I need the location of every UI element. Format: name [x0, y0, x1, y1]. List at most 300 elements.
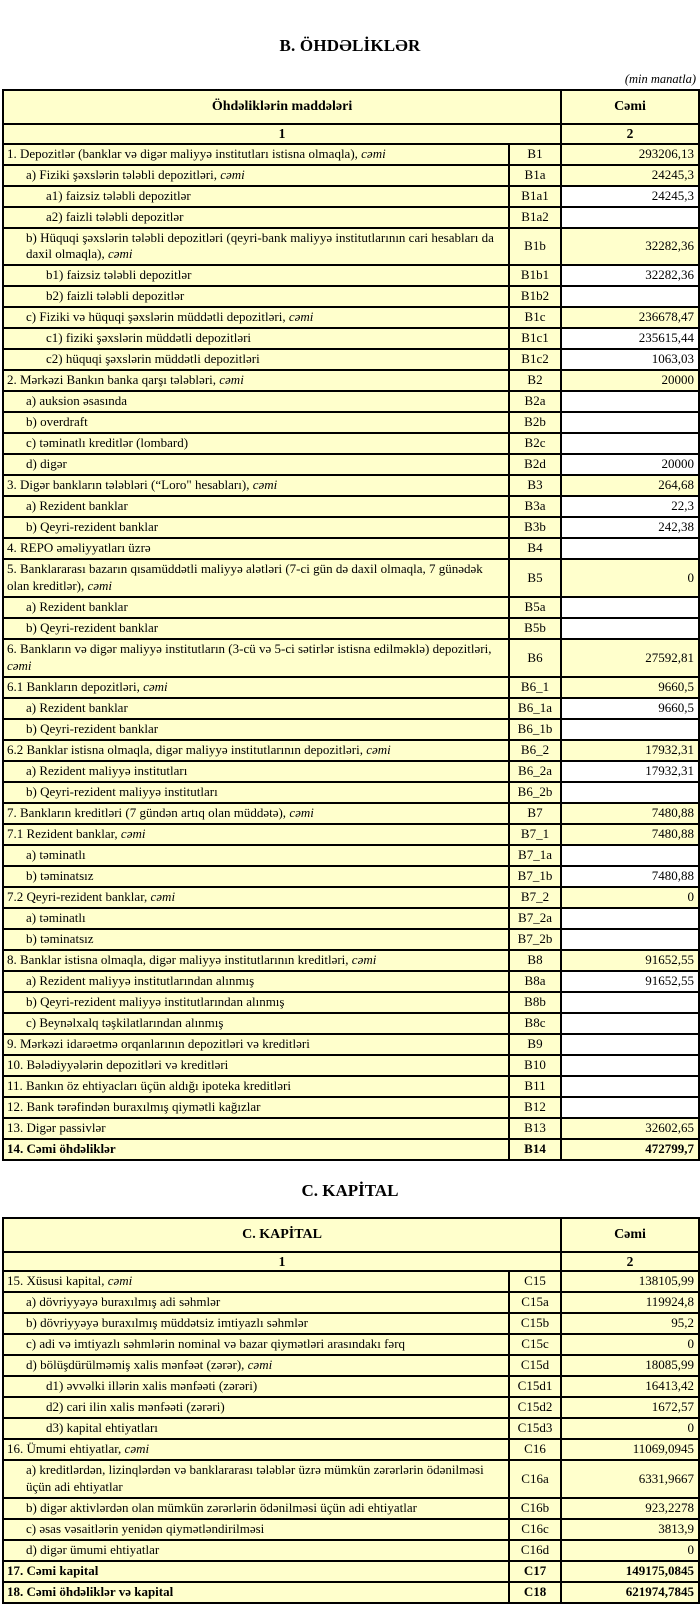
row-label — [3, 824, 509, 845]
row-value: 91652,55 — [561, 971, 699, 992]
row-label — [3, 496, 509, 517]
table-row — [3, 349, 699, 370]
capital-table — [2, 1217, 700, 1604]
row-value: 236678,47 — [561, 307, 699, 328]
row-label-cami: cəmi — [143, 678, 168, 694]
row-label-text: a) Rezident banklar — [26, 498, 128, 514]
row-label-text: d) digər — [26, 456, 67, 472]
row-value — [561, 1034, 699, 1055]
row-code: B3a — [509, 496, 561, 517]
column-number-1: 1 — [3, 124, 561, 144]
row-label-cami: cəmi — [107, 246, 133, 262]
table-row — [3, 719, 699, 740]
table-row — [3, 207, 699, 228]
row-code: B10 — [509, 1055, 561, 1076]
row-label — [3, 950, 509, 971]
row-label-text: 3. Digər bankların tələbləri (“Loro" hesabları), — [7, 477, 253, 493]
row-label-text: 1. Depozitlər (banklar və digər maliyyə institutları istisna olmaqla), — [7, 145, 362, 161]
row-label-text: b) Qeyri-rezident banklar — [26, 620, 159, 636]
table-row — [3, 228, 699, 266]
table-row — [3, 1013, 699, 1034]
row-code: B4 — [509, 538, 561, 559]
row-code: C16d — [509, 1540, 561, 1561]
row-label — [3, 538, 509, 559]
liabilities-column-number-row — [3, 124, 699, 144]
row-code: B2a — [509, 391, 561, 412]
row-code: C16b — [509, 1498, 561, 1519]
row-code: B3 — [509, 475, 561, 496]
row-label — [3, 1313, 509, 1334]
row-label-text: c) Beynəlxalq təşkilatlarından alınmış — [26, 1014, 224, 1030]
row-value: 923,2278 — [561, 1498, 699, 1519]
row-label — [3, 412, 509, 433]
row-code: B12 — [509, 1097, 561, 1118]
unit-note: (min manatla) — [624, 72, 696, 86]
row-label — [3, 517, 509, 538]
table-row — [3, 1355, 699, 1376]
row-value — [561, 1055, 699, 1076]
row-label-cami: cəmi — [288, 309, 314, 325]
row-value: 22,3 — [561, 496, 699, 517]
row-label — [3, 719, 509, 740]
row-label-text: b) Qeyri-rezident banklar — [26, 519, 159, 535]
row-label — [3, 559, 509, 597]
row-code: B7_1b — [509, 866, 561, 887]
table-row — [3, 1460, 699, 1498]
table-row — [3, 517, 699, 538]
row-label-cami: cəmi — [351, 951, 377, 967]
row-value: 6331,9667 — [561, 1460, 699, 1498]
row-label — [3, 1397, 509, 1418]
table-row — [3, 740, 699, 761]
row-label — [3, 761, 509, 782]
row-label-text: d3) kapital ehtiyatları — [46, 1420, 158, 1436]
row-code: B6_1 — [509, 677, 561, 698]
row-label — [3, 1540, 509, 1561]
row-label-text: b) təminatsız — [26, 867, 94, 883]
row-code: B1b1 — [509, 265, 561, 286]
row-code: B1c1 — [509, 328, 561, 349]
row-label-text: c2) hüquqi şəxslərin müddətli depozitləri — [46, 351, 260, 367]
row-value: 32282,36 — [561, 265, 699, 286]
row-value: 242,38 — [561, 517, 699, 538]
row-value: 91652,55 — [561, 950, 699, 971]
table-row — [3, 1055, 699, 1076]
row-code: B1c — [509, 307, 561, 328]
row-value — [561, 719, 699, 740]
row-code: C16a — [509, 1460, 561, 1498]
row-label — [3, 698, 509, 719]
row-label-text: c) adi və imtiyazlı səhmlərin nominal və bazar qiymətləri arasındakı fərq — [26, 1336, 406, 1352]
row-label-cami: cəmi — [289, 804, 314, 820]
row-value — [561, 597, 699, 618]
table-row — [3, 144, 699, 165]
row-value: 0 — [561, 1540, 699, 1561]
row-label-text: a) auksion əsasında — [26, 393, 128, 409]
row-label-cami: cəmi — [252, 477, 278, 493]
row-code: B7 — [509, 803, 561, 824]
row-label-text: 11. Bankın öz ehtiyacları üçün aldığı ipoteka kreditləri — [7, 1077, 291, 1093]
table-row — [3, 1097, 699, 1118]
row-label — [3, 639, 509, 677]
row-label — [3, 228, 509, 266]
row-label-text: a2) faizli tələbli depozitlər — [46, 208, 184, 224]
table-row — [3, 454, 699, 475]
table-row — [3, 307, 699, 328]
row-label — [3, 677, 509, 698]
row-label — [3, 454, 509, 475]
row-label-cami: cəmi — [7, 658, 32, 673]
table-row — [3, 1139, 699, 1160]
row-label — [3, 1519, 509, 1540]
section-c-title: C. KAPİTAL — [301, 1180, 399, 1200]
table-row — [3, 1313, 699, 1334]
row-label — [3, 1498, 509, 1519]
row-code: C15c — [509, 1334, 561, 1355]
row-label-cami: cəmi — [366, 741, 391, 757]
row-value: 472799,7 — [561, 1139, 699, 1160]
row-value: 20000 — [561, 454, 699, 475]
row-label — [3, 328, 509, 349]
row-value: 17932,31 — [561, 761, 699, 782]
row-label — [3, 1271, 509, 1292]
capital-header-row — [3, 1218, 699, 1252]
table-row — [3, 559, 699, 597]
row-code: B1a — [509, 165, 561, 186]
row-label — [3, 971, 509, 992]
row-label-text: a) Rezident maliyyə institutları — [26, 762, 188, 778]
row-code: C16c — [509, 1519, 561, 1540]
row-value — [561, 538, 699, 559]
row-label-cami: cəmi — [87, 578, 113, 594]
row-code: B1b2 — [509, 286, 561, 307]
row-label — [3, 1034, 509, 1055]
row-code: B1 — [509, 144, 561, 165]
row-label — [3, 803, 509, 824]
row-label-text: 12. Bank tərəfindən buraxılmış qiymətli kağızlar — [7, 1098, 261, 1114]
row-value — [561, 782, 699, 803]
row-value: 119924,8 — [561, 1292, 699, 1313]
row-label-text: b) overdraft — [26, 414, 88, 430]
row-code: B5 — [509, 559, 561, 597]
row-value — [561, 908, 699, 929]
table-row — [3, 950, 699, 971]
table-row — [3, 824, 699, 845]
row-value: 16413,42 — [561, 1376, 699, 1397]
table-row — [3, 639, 699, 677]
row-label-text: d) bölüşdürülməmiş xalis mənfəət (zərər), — [26, 1357, 248, 1373]
table-row — [3, 1334, 699, 1355]
table-row — [3, 929, 699, 950]
row-label-cami: cəmi — [219, 372, 244, 388]
row-value: 264,68 — [561, 475, 699, 496]
row-label-text: a) Rezident maliyyə institutlarından alınmış — [26, 972, 255, 988]
row-label-cami: cəmi — [124, 1441, 150, 1457]
row-value — [561, 1076, 699, 1097]
table-row — [3, 328, 699, 349]
row-value: 149175,0845 — [561, 1561, 699, 1582]
row-value: 24245,3 — [561, 186, 699, 207]
table-row — [3, 677, 699, 698]
row-code: B6_2a — [509, 761, 561, 782]
table-row — [3, 1271, 699, 1292]
row-label-text: 6.2 Banklar istisna olmaqla, digər maliyyə institutlarının depozitləri, — [7, 741, 367, 757]
row-value: 11069,0945 — [561, 1439, 699, 1460]
table-row — [3, 265, 699, 286]
row-code: B6_2 — [509, 740, 561, 761]
table-row — [3, 391, 699, 412]
row-label-cami: cəmi — [361, 145, 386, 161]
row-label — [3, 1355, 509, 1376]
row-label-text: b) dövriyyəyə buraxılmış müddətsiz imtiyazlı səhmlər — [26, 1315, 308, 1331]
section-b-title: B. ÖHDƏLİKLƏR — [279, 36, 421, 55]
row-label-text: a) kreditlərdən, lizinqlərdən və banklararası tələblər üzrə mümkün zərərlərin ödənilməsi üçün adi ehtiyatlar — [26, 1462, 484, 1495]
table-row — [3, 1418, 699, 1439]
row-label-text: a) Rezident banklar — [26, 599, 128, 615]
row-label — [3, 866, 509, 887]
row-label-text: c) Fiziki və hüquqi şəxslərin müddətli depozitləri, — [26, 309, 289, 325]
row-label — [3, 1097, 509, 1118]
row-code: B14 — [509, 1139, 561, 1160]
row-value: 7480,88 — [561, 866, 699, 887]
row-value — [561, 207, 699, 228]
row-label-text: a) təminatlı — [26, 909, 86, 925]
row-label-text: b) təminatsız — [26, 930, 94, 946]
row-label-text: a) Fiziki şəxslərin tələbli depozitləri, — [26, 166, 221, 182]
column-header-total: Cəmi — [561, 90, 699, 124]
row-label — [3, 1334, 509, 1355]
table-row — [3, 1439, 699, 1460]
row-label-cami: cəmi — [120, 825, 146, 841]
row-label — [3, 144, 509, 165]
row-code: C15a — [509, 1292, 561, 1313]
column-header-total: Cəmi — [561, 1218, 699, 1252]
row-value: 0 — [561, 559, 699, 597]
row-code: C16 — [509, 1439, 561, 1460]
row-value: 9660,5 — [561, 698, 699, 719]
row-label — [3, 265, 509, 286]
row-label-text: d) digər ümumi ehtiyatlar — [26, 1542, 160, 1558]
row-label-text: 15. Xüsusi kapital, — [7, 1273, 108, 1289]
row-label-cami: cəmi — [150, 888, 176, 904]
row-code: B7_2a — [509, 908, 561, 929]
table-row — [3, 803, 699, 824]
row-code: B1a2 — [509, 207, 561, 228]
row-value: 3813,9 — [561, 1519, 699, 1540]
row-code: B3b — [509, 517, 561, 538]
row-code: B6 — [509, 639, 561, 677]
table-row — [3, 412, 699, 433]
row-code: B8a — [509, 971, 561, 992]
table-row — [3, 866, 699, 887]
row-value: 235615,44 — [561, 328, 699, 349]
row-code: C15d3 — [509, 1418, 561, 1439]
table-row — [3, 1034, 699, 1055]
row-label-text: 4. REPO əməliyyatları üzrə — [7, 540, 151, 556]
row-label — [3, 433, 509, 454]
table-row — [3, 908, 699, 929]
row-label-text: a) Rezident banklar — [26, 699, 128, 715]
row-label — [3, 597, 509, 618]
row-value: 32282,36 — [561, 228, 699, 266]
row-label-text: 6. Bankların və digər maliyyə institutların (3-cü və 5-ci sətirlər istisna edilməklə) depozitləri, — [7, 641, 492, 657]
row-label — [3, 1439, 509, 1460]
row-label-text: d2) cari ilin xalis mənfəəti (zərəri) — [46, 1399, 225, 1415]
row-label-text: 13. Digər passivlər — [7, 1119, 106, 1135]
row-label-text: 8. Banklar istisna olmaqla, digər maliyyə institutlarının kreditləri, — [7, 951, 352, 967]
row-code: C15d — [509, 1355, 561, 1376]
row-code: B7_2b — [509, 929, 561, 950]
table-row — [3, 618, 699, 639]
row-label-text: 16. Ümumi ehtiyatlar, — [7, 1441, 125, 1457]
row-label-text: b) Qeyri-rezident maliyyə institutlarından alınmış — [26, 993, 285, 1009]
table-row — [3, 1540, 699, 1561]
row-label — [3, 1076, 509, 1097]
row-value: 1672,57 — [561, 1397, 699, 1418]
table-row — [3, 475, 699, 496]
liabilities-table — [2, 89, 700, 1161]
row-code: C17 — [509, 1561, 561, 1582]
table-row — [3, 496, 699, 517]
row-code: B1a1 — [509, 186, 561, 207]
row-label-text: 9. Mərkəzi idarəetmə orqanlarının depozitləri və kreditləri — [7, 1035, 310, 1051]
table-row — [3, 698, 699, 719]
report-page — [0, 36, 700, 1604]
table-row — [3, 992, 699, 1013]
row-label — [3, 1118, 509, 1139]
row-value: 20000 — [561, 370, 699, 391]
table-row — [3, 186, 699, 207]
row-code: B8c — [509, 1013, 561, 1034]
row-value: 0 — [561, 1418, 699, 1439]
row-value — [561, 1097, 699, 1118]
row-label — [3, 845, 509, 866]
row-value — [561, 929, 699, 950]
row-value: 0 — [561, 887, 699, 908]
row-label — [3, 1292, 509, 1313]
row-label-text: 2. Mərkəzi Bankın banka qarşı tələbləri, — [7, 372, 220, 388]
row-label-text: a) dövriyyəyə buraxılmış adi səhmlər — [26, 1294, 221, 1310]
row-label — [3, 370, 509, 391]
row-value: 138105,99 — [561, 1271, 699, 1292]
row-value — [561, 618, 699, 639]
table-row — [3, 597, 699, 618]
row-label — [3, 349, 509, 370]
row-label — [3, 186, 509, 207]
capital-column-number-row — [3, 1252, 699, 1272]
row-label-text: 7.1 Rezident banklar, — [7, 825, 121, 841]
row-label-text: 6.1 Bankların depozitləri, — [7, 678, 144, 694]
table-row — [3, 1519, 699, 1540]
column-number-2: 2 — [561, 124, 699, 144]
row-label — [3, 1460, 509, 1498]
row-label-text: 5. Banklararası bazarın qısamüddətli maliyyə alətləri (7-ci gün də daxil olmaqla, 7 günədək olan kreditlər), — [7, 561, 483, 594]
table-row — [3, 761, 699, 782]
table-row — [3, 1376, 699, 1397]
row-label-text: b) Qeyri-rezident maliyyə institutları — [26, 783, 218, 799]
row-label-text: c) təminatlı kreditlər (lombard) — [26, 435, 189, 451]
row-value — [561, 992, 699, 1013]
row-label — [3, 165, 509, 186]
row-label-text: 18. Cəmi öhdəliklər və kapital — [7, 1584, 174, 1600]
row-value — [561, 433, 699, 454]
row-code: B2d — [509, 454, 561, 475]
row-code: B5a — [509, 597, 561, 618]
row-code: B1b — [509, 228, 561, 266]
row-label — [3, 740, 509, 761]
row-code: B11 — [509, 1076, 561, 1097]
row-code: C15b — [509, 1313, 561, 1334]
row-label-text: 17. Cəmi kapital — [7, 1563, 99, 1579]
table-row — [3, 370, 699, 391]
row-value: 7480,88 — [561, 824, 699, 845]
row-value — [561, 845, 699, 866]
table-row — [3, 845, 699, 866]
row-value — [561, 286, 699, 307]
column-number-2: 2 — [561, 1252, 699, 1272]
column-number-1: 1 — [3, 1252, 561, 1272]
row-label — [3, 887, 509, 908]
row-code: B7_1a — [509, 845, 561, 866]
row-label — [3, 1139, 509, 1160]
row-label — [3, 992, 509, 1013]
table-row — [3, 433, 699, 454]
row-label — [3, 286, 509, 307]
row-label-text: 7.2 Qeyri-rezident banklar, — [7, 888, 151, 904]
column-header-items: Öhdəliklərin maddələri — [3, 90, 561, 124]
row-code: B1c2 — [509, 349, 561, 370]
row-label-text: 7. Bankların kreditləri (7 gündən artıq olan müddətə), — [7, 804, 290, 820]
row-label-text: b) Hüquqi şəxslərin tələbli depozitləri (qeyri-bank maliyyə institutlarının cari hesabları da daxil olmaqla), — [26, 229, 494, 262]
row-label — [3, 1582, 509, 1603]
row-code: B2b — [509, 412, 561, 433]
row-value: 24245,3 — [561, 165, 699, 186]
row-label — [3, 908, 509, 929]
row-label-text: 14. Cəmi öhdəliklər — [7, 1140, 116, 1156]
row-label — [3, 307, 509, 328]
row-label-cami: cəmi — [107, 1273, 133, 1289]
row-label-text: d1) əvvəlki illərin xalis mənfəəti (zərəri) — [46, 1378, 258, 1394]
row-code: B9 — [509, 1034, 561, 1055]
row-label — [3, 618, 509, 639]
row-code: B6_1a — [509, 698, 561, 719]
row-code: B5b — [509, 618, 561, 639]
row-label — [3, 475, 509, 496]
column-header-items: C. KAPİTAL — [3, 1218, 561, 1252]
table-row — [3, 1582, 699, 1603]
row-code: B8 — [509, 950, 561, 971]
row-code: C15d2 — [509, 1397, 561, 1418]
row-value: 621974,7845 — [561, 1582, 699, 1603]
row-label-text: b2) faizli tələbli depozitlər — [46, 288, 185, 304]
row-code: B2c — [509, 433, 561, 454]
row-label — [3, 391, 509, 412]
row-code: B2 — [509, 370, 561, 391]
row-value: 293206,13 — [561, 144, 699, 165]
row-value: 18085,99 — [561, 1355, 699, 1376]
row-code: B6_1b — [509, 719, 561, 740]
table-row — [3, 782, 699, 803]
row-label — [3, 782, 509, 803]
row-label-text: b) Qeyri-rezident banklar — [26, 720, 159, 736]
row-value: 0 — [561, 1334, 699, 1355]
row-code: B7_1 — [509, 824, 561, 845]
row-value: 27592,81 — [561, 639, 699, 677]
table-row — [3, 286, 699, 307]
table-row — [3, 1498, 699, 1519]
row-code: B13 — [509, 1118, 561, 1139]
table-row — [3, 165, 699, 186]
